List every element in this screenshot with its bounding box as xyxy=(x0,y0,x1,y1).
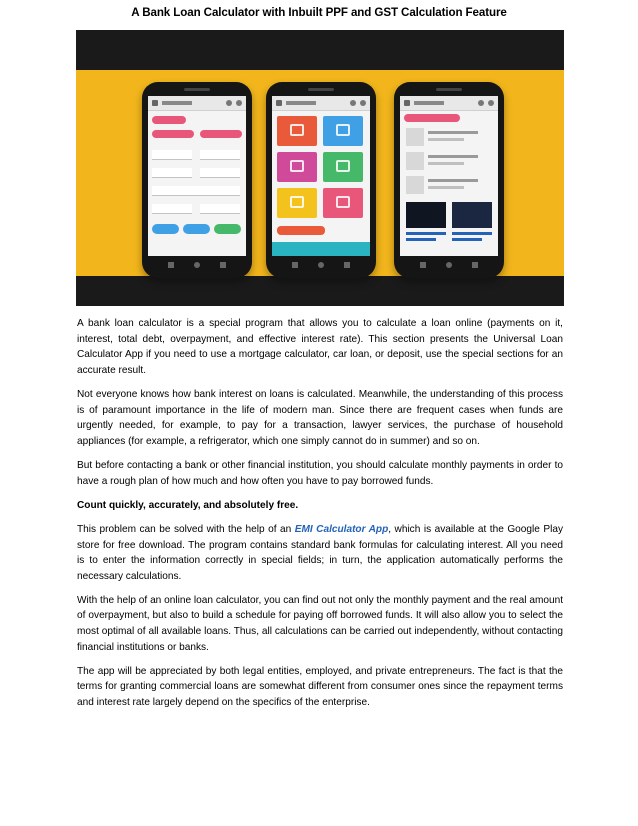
app-bar-title xyxy=(286,101,316,105)
subheading-count-quickly: Count quickly, accurately, and absolutely free. xyxy=(77,499,299,511)
app-bar-title xyxy=(162,101,192,105)
nav-recent-icon xyxy=(344,262,350,268)
phone-nav-bar xyxy=(400,258,498,272)
phone-nav-bar xyxy=(148,258,246,272)
phone-screen xyxy=(400,96,498,256)
more-apps-button xyxy=(277,226,325,235)
share-icon xyxy=(478,100,484,106)
nav-back-icon xyxy=(292,262,298,268)
settings-icon xyxy=(360,100,366,106)
list-item-title xyxy=(428,131,478,134)
bank-icon xyxy=(406,152,424,170)
phone-screen xyxy=(272,96,370,256)
app-bar xyxy=(400,96,498,111)
gst-calculator-tile xyxy=(323,152,363,182)
rd-calculator-tile xyxy=(323,188,363,218)
back-icon xyxy=(152,100,158,106)
nav-back-icon xyxy=(420,262,426,268)
phone-speaker xyxy=(436,88,462,91)
share-button xyxy=(214,224,241,234)
calculate-button xyxy=(152,224,179,234)
tenure-field xyxy=(152,168,192,178)
fee-field xyxy=(200,168,240,178)
document-title: A Bank Loan Calculator with Inbuilt PPF and GST Calculation Feature xyxy=(131,6,507,19)
article-body xyxy=(77,316,563,719)
reset-button xyxy=(183,224,210,234)
phone-speaker xyxy=(184,88,210,91)
menu-icon xyxy=(276,100,282,106)
nav-back-icon xyxy=(168,262,174,268)
extra-field xyxy=(200,204,240,214)
nav-home-icon xyxy=(446,262,452,268)
list-item xyxy=(406,150,492,172)
calculator-icon xyxy=(290,124,304,136)
interest-field xyxy=(200,150,240,160)
nav-home-icon xyxy=(318,262,324,268)
promo-card xyxy=(406,202,446,228)
paragraph-online-calculator: With the help of an online loan calculator, you can find out not only the monthly payment and the real amount of overpayment, but also to build a schedule for paying off borrowed funds. It will also allow you to select the most optimal of all available loans. Thus, all calculations can be carried out independently, without contacting financial institutions or banks. xyxy=(77,594,563,653)
flag-icon xyxy=(406,128,424,146)
app-bar xyxy=(148,96,246,111)
list-item-title xyxy=(428,155,478,158)
share-icon xyxy=(350,100,356,106)
promo-caption xyxy=(452,238,482,241)
paragraph-intro: A bank loan calculator is a special program that allows you to calculate a loan online (payments on it, interest, total debt, overpayment, and effective interest rate). This section presents the Universal Loan Calculator App if you need to use a mortgage calculator, car loan, or deposit, use the special sections for an accurate result. xyxy=(77,318,563,376)
paragraph-emi-app-rest: , which is available at the Google Play store for free download. The program contains standard bank formulas for calculating interest. All you need is to enter the information correctly in special fields; in turn, the application automatically performs the necessary calculations. xyxy=(77,523,563,582)
nav-recent-icon xyxy=(472,262,478,268)
app-screenshots-image xyxy=(76,30,564,306)
app-bar-title xyxy=(414,101,444,105)
ppf-icon xyxy=(290,160,304,172)
gst-icon xyxy=(336,160,350,172)
section-header xyxy=(404,114,460,122)
paragraph-emi-app-lead: This problem can be solved with the help of an xyxy=(77,523,295,535)
phone-loan-calculator xyxy=(142,82,252,278)
compare-loan-tile xyxy=(323,116,363,146)
loan-option-button xyxy=(200,130,242,138)
phone-calculator-list xyxy=(394,82,504,278)
deposit-icon xyxy=(290,196,304,208)
emi-calculator-app-link[interactable]: EMI Calculator App xyxy=(294,523,389,535)
promo-caption xyxy=(406,238,436,241)
list-item-subtitle xyxy=(428,186,464,189)
share-icon xyxy=(226,100,232,106)
ppf-calculator-tile xyxy=(277,152,317,182)
calculator-icon xyxy=(406,176,424,194)
phone-speaker xyxy=(308,88,334,91)
loan-option-button xyxy=(152,130,194,138)
paragraph-emi-app xyxy=(77,522,563,584)
list-item-subtitle xyxy=(428,162,464,165)
compare-icon xyxy=(336,124,350,136)
paragraph-entrepreneurs: The app will be appreciated by both legal entities, employed, and private entrepreneurs. The fact is that the terms for granting commercial loans are somewhat different from consumer ones since the repayment terms and interest rate largely depend on the specifics of the enterprise. xyxy=(77,665,563,709)
nav-home-icon xyxy=(194,262,200,268)
list-item xyxy=(406,174,492,196)
mode-tab xyxy=(152,116,186,124)
date-field xyxy=(152,186,240,196)
paragraph-bank-interest: Not everyone knows how bank interest on loans is calculated. Meanwhile, the understanding of this process is of paramount importance in the life of modern man. Since there are frequent cases when funds are urgently needed, for example, to pay for a transaction, lawyer services, the purchase of household appliances (for example, a refrigerator, which one simply cannot do in summer) and so on. xyxy=(77,388,563,447)
menu-icon xyxy=(404,100,410,106)
settings-icon xyxy=(488,100,494,106)
bottom-toolbar xyxy=(272,242,370,256)
fd-calculator-tile xyxy=(277,188,317,218)
emi-calculator-tile xyxy=(277,116,317,146)
promo-caption xyxy=(452,232,492,235)
promo-card xyxy=(452,202,492,228)
phone-calculator-menu xyxy=(266,82,376,278)
phone-screen xyxy=(148,96,246,256)
amount-field xyxy=(152,150,192,160)
extra-field xyxy=(152,204,192,214)
app-bar xyxy=(272,96,370,111)
phone-nav-bar xyxy=(272,258,370,272)
list-item-subtitle xyxy=(428,138,464,141)
list-item xyxy=(406,126,492,148)
promo-caption xyxy=(406,232,446,235)
menu-icon xyxy=(236,100,242,106)
nav-recent-icon xyxy=(220,262,226,268)
paragraph-monthly-payments: But before contacting a bank or other financial institution, you should calculate monthly payments in order to have a rough plan of how much and how often you have to pay borrowed funds. xyxy=(77,459,563,487)
list-item-title xyxy=(428,179,478,182)
bank-icon xyxy=(336,196,350,208)
